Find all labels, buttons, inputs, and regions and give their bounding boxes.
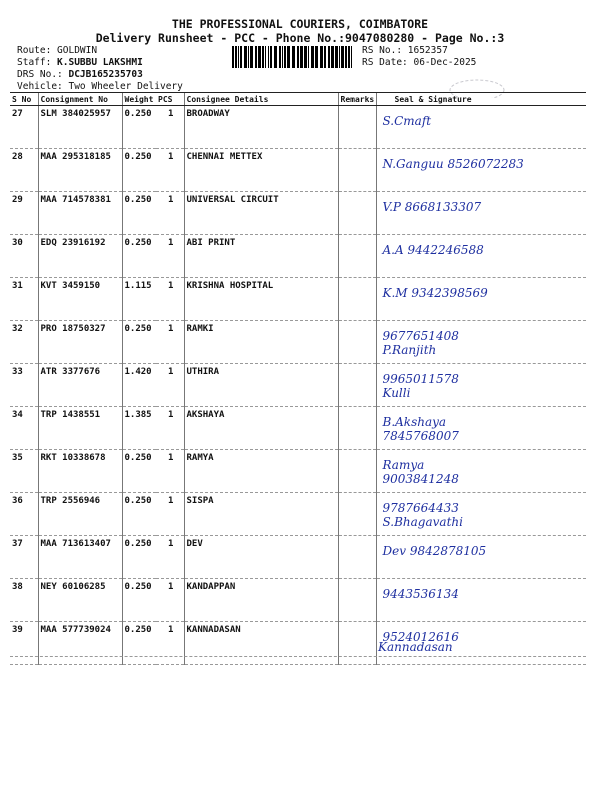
signature-line: 9524012616: [382, 630, 459, 644]
cell-weight: 0.250: [122, 536, 156, 579]
cell-signature: [376, 407, 586, 450]
cell-weight: 1.420: [122, 364, 156, 407]
signature-line: S.Bhagavathi: [382, 515, 463, 529]
barcode-bar: [304, 46, 307, 68]
signature-line: S.Cmaft: [382, 114, 432, 128]
cell-consignment: MAA 713613407: [38, 536, 122, 579]
cell-remarks: [338, 192, 376, 235]
cell-pcs: 1: [156, 149, 184, 192]
table-row: [10, 278, 586, 321]
cell-sno: 32: [10, 321, 38, 364]
handwritten-signature: [383, 544, 487, 558]
cell-remarks: [338, 149, 376, 192]
barcode-bar: [341, 46, 344, 68]
barcode-bar: [232, 46, 234, 68]
cell-consignment: TRP 2556946: [38, 493, 122, 536]
col-weight: Weight: [122, 93, 156, 106]
barcode-bar: [339, 46, 340, 68]
signature-line: N.Ganguu 8526072283: [382, 157, 524, 171]
barcode: [232, 46, 354, 68]
signature-line: 9965011578: [382, 372, 459, 386]
cell-consignee: UTHIRA: [184, 364, 338, 407]
table-row: [10, 493, 586, 536]
barcode-bar: [265, 46, 266, 68]
cell-consignment: SLM 384025957: [38, 106, 122, 149]
col-remarks: Remarks: [338, 93, 376, 106]
cell-remarks: [338, 106, 376, 149]
table-row: [10, 106, 586, 149]
cell-consignment: RKT 10338678: [38, 450, 122, 493]
barcode-bar: [238, 46, 239, 68]
cell-remarks: [338, 364, 376, 407]
cell-pcs: 1: [156, 450, 184, 493]
cell-weight: 0.250: [122, 450, 156, 493]
signature-line: A.A 9442246588: [382, 243, 484, 257]
drs-number: DCJB165235703: [68, 69, 143, 80]
barcode-bar: [287, 46, 290, 68]
barcode-bar: [308, 46, 309, 68]
barcode-bar: [348, 46, 350, 68]
cell-sno: 33: [10, 364, 38, 407]
company-title: THE PROFESSIONAL COURIERS, COIMBATORE: [171, 17, 429, 31]
cell-remarks: [338, 278, 376, 321]
cell-remarks: [338, 321, 376, 364]
barcode-bar: [262, 46, 264, 68]
cell-weight: 0.250: [122, 192, 156, 235]
handwritten-signature: [383, 415, 459, 443]
cell-pcs: 1: [156, 407, 184, 450]
signature-line: Kulli: [382, 386, 411, 400]
handwritten-signature: [383, 200, 482, 214]
barcode-bar: [274, 46, 277, 68]
cell-consignment: MAA 714578381: [38, 192, 122, 235]
signature-line: 7845768007: [382, 429, 459, 443]
cell-consignee: DEV: [184, 536, 338, 579]
barcode-bar: [324, 46, 326, 68]
barcode-bar: [345, 46, 347, 68]
cell-pcs: 1: [156, 579, 184, 622]
handwritten-signature: [383, 372, 459, 400]
rs-number: RS No.: 1652357: [362, 45, 448, 56]
barcode-bar: [297, 46, 299, 68]
cell-pcs: 1: [156, 192, 184, 235]
staff-name: K.SUBBU LAKSHMI: [57, 57, 143, 68]
cell-sno: 39: [10, 622, 38, 665]
cell-sno: 29: [10, 192, 38, 235]
cell-pcs: 1: [156, 106, 184, 149]
cell-remarks: [338, 493, 376, 536]
cell-remarks: [338, 536, 376, 579]
cell-pcs: 1: [156, 364, 184, 407]
signature-line: 9443536134: [382, 587, 459, 601]
cell-consignee: KANNADASAN: [184, 622, 338, 665]
cell-consignment: NEY 60106285: [38, 579, 122, 622]
cell-pcs: 1: [156, 536, 184, 579]
cell-weight: 1.385: [122, 407, 156, 450]
barcode-bar: [255, 46, 257, 68]
cell-consignee: CHENNAI METTEX: [184, 149, 338, 192]
cell-sno: 35: [10, 450, 38, 493]
cell-sno: 31: [10, 278, 38, 321]
table-row: [10, 579, 586, 622]
barcode-bar: [315, 46, 318, 68]
cell-sno: 28: [10, 149, 38, 192]
cell-sno: 27: [10, 106, 38, 149]
barcode-bar: [331, 46, 334, 68]
cell-consignee: KANDAPPAN: [184, 579, 338, 622]
cell-remarks: [338, 622, 376, 665]
table-row: [10, 192, 586, 235]
signature-line: 9677651408: [382, 329, 459, 343]
handwritten-signature: [383, 286, 488, 300]
col-sno: S No: [10, 93, 38, 106]
cell-weight: 0.250: [122, 622, 156, 665]
col-pcs: PCS: [156, 93, 184, 106]
barcode-bar: [279, 46, 281, 68]
barcode-bar: [250, 46, 253, 68]
barcode-bar: [335, 46, 338, 68]
cell-sno: 30: [10, 235, 38, 278]
col-consignment: Consignment No: [38, 93, 122, 106]
cell-sno: 38: [10, 579, 38, 622]
barcode-bar: [311, 46, 314, 68]
cell-signature: [376, 450, 586, 493]
cell-consignee: KRISHNA HOSPITAL: [184, 278, 338, 321]
table-row: [10, 450, 586, 493]
cell-remarks: [338, 235, 376, 278]
cell-consignment: MAA 577739024: [38, 622, 122, 665]
barcode-bar: [244, 46, 247, 68]
handwritten-signature: [383, 157, 524, 171]
cell-consignee: UNIVERSAL CIRCUIT: [184, 192, 338, 235]
cell-consignee: ABI PRINT: [184, 235, 338, 278]
signature-line: 9003841248: [382, 472, 459, 486]
barcode-bar: [235, 46, 237, 68]
handwritten-signature: [383, 329, 459, 357]
cell-signature: [376, 192, 586, 235]
signature-line: P.Ranjith: [382, 343, 437, 357]
cell-sno: 37: [10, 536, 38, 579]
barcode-bar: [258, 46, 261, 68]
cell-signature: [376, 364, 586, 407]
cell-consignment: MAA 295318185: [38, 149, 122, 192]
barcode-bar: [328, 46, 330, 68]
cell-weight: 0.250: [122, 493, 156, 536]
signature-line: Ramya: [382, 458, 425, 472]
cell-consignment: EDQ 23916192: [38, 235, 122, 278]
table-header-row: [10, 93, 586, 106]
cell-signature: [376, 579, 586, 622]
cell-consignee: RAMKI: [184, 321, 338, 364]
cell-signature: [376, 149, 586, 192]
cell-weight: 1.115: [122, 278, 156, 321]
cell-consignee: BROADWAY: [184, 106, 338, 149]
cell-consignment: KVT 3459150: [38, 278, 122, 321]
table-row: [10, 235, 586, 278]
barcode-bar: [268, 46, 269, 68]
table-row: [10, 622, 586, 665]
cell-weight: 0.250: [122, 106, 156, 149]
cell-weight: 0.250: [122, 149, 156, 192]
barcode-bar: [270, 46, 272, 68]
col-consignee: Consignee Details: [184, 93, 338, 106]
cell-signature: [376, 235, 586, 278]
handwritten-signature: [383, 114, 432, 128]
route-label: Route: GOLDWIN: [17, 45, 98, 56]
cell-remarks: [338, 407, 376, 450]
table-row: [10, 364, 586, 407]
cell-pcs: 1: [156, 278, 184, 321]
bottom-rule: [10, 656, 586, 657]
handwritten-signature: [383, 587, 459, 601]
cell-pcs: 1: [156, 321, 184, 364]
signature-line: K.M 9342398569: [382, 286, 488, 300]
barcode-bar: [240, 46, 242, 68]
table-row: [10, 536, 586, 579]
cell-signature: [376, 493, 586, 536]
runsheet-subtitle: Delivery Runsheet - PCC - Phone No.:9047080280 - Page No.:3: [95, 31, 505, 45]
cell-signature: [376, 106, 586, 149]
cell-consignee: SISPA: [184, 493, 338, 536]
barcode-bar: [320, 46, 323, 68]
barcode-bar: [292, 46, 295, 68]
cell-weight: 0.250: [122, 235, 156, 278]
barcode-bar: [300, 46, 303, 68]
handwritten-signature: [383, 501, 463, 529]
table-row: [10, 321, 586, 364]
handwritten-signature: [383, 458, 459, 486]
barcode-bar: [282, 46, 283, 68]
col-signature: Seal & Signature: [376, 93, 586, 106]
signature-line: 9787664433: [382, 501, 459, 515]
cell-weight: 0.250: [122, 579, 156, 622]
cell-signature: [376, 321, 586, 364]
cell-consignment: TRP 1438551: [38, 407, 122, 450]
cell-consignee: AKSHAYA: [184, 407, 338, 450]
barcode-bar: [351, 46, 352, 68]
table-row: [10, 407, 586, 450]
cell-consignment: ATR 3377676: [38, 364, 122, 407]
signature-line: V.P 8668133307: [382, 200, 482, 214]
staff-prefix: Staff:: [17, 57, 58, 68]
vehicle-label: Vehicle: Two Wheeler Delivery: [17, 81, 183, 92]
cell-pcs: 1: [156, 493, 184, 536]
signature-line: B.Akshaya: [382, 415, 447, 429]
cell-signature: [376, 278, 586, 321]
rs-date: RS Date: 06-Dec-2025: [362, 57, 477, 68]
cell-consignment: PRO 18750327: [38, 321, 122, 364]
trailing-signature: Kannadasan: [378, 640, 453, 654]
cell-remarks: [338, 450, 376, 493]
cell-sno: 34: [10, 407, 38, 450]
table-row: [10, 149, 586, 192]
cell-signature: [376, 536, 586, 579]
cell-consignee: RAMYA: [184, 450, 338, 493]
cell-weight: 0.250: [122, 321, 156, 364]
drs-prefix: DRS No.:: [17, 69, 69, 80]
barcode-bar: [248, 46, 249, 68]
drs-line: [17, 69, 143, 80]
handwritten-signature: [383, 243, 484, 257]
barcode-bar: [284, 46, 286, 68]
signature-line: Dev 9842878105: [382, 544, 487, 558]
staff-line: [17, 57, 143, 68]
runsheet-table: [10, 92, 586, 665]
cell-sno: 36: [10, 493, 38, 536]
cell-pcs: 1: [156, 622, 184, 665]
cell-remarks: [338, 579, 376, 622]
cell-pcs: 1: [156, 235, 184, 278]
